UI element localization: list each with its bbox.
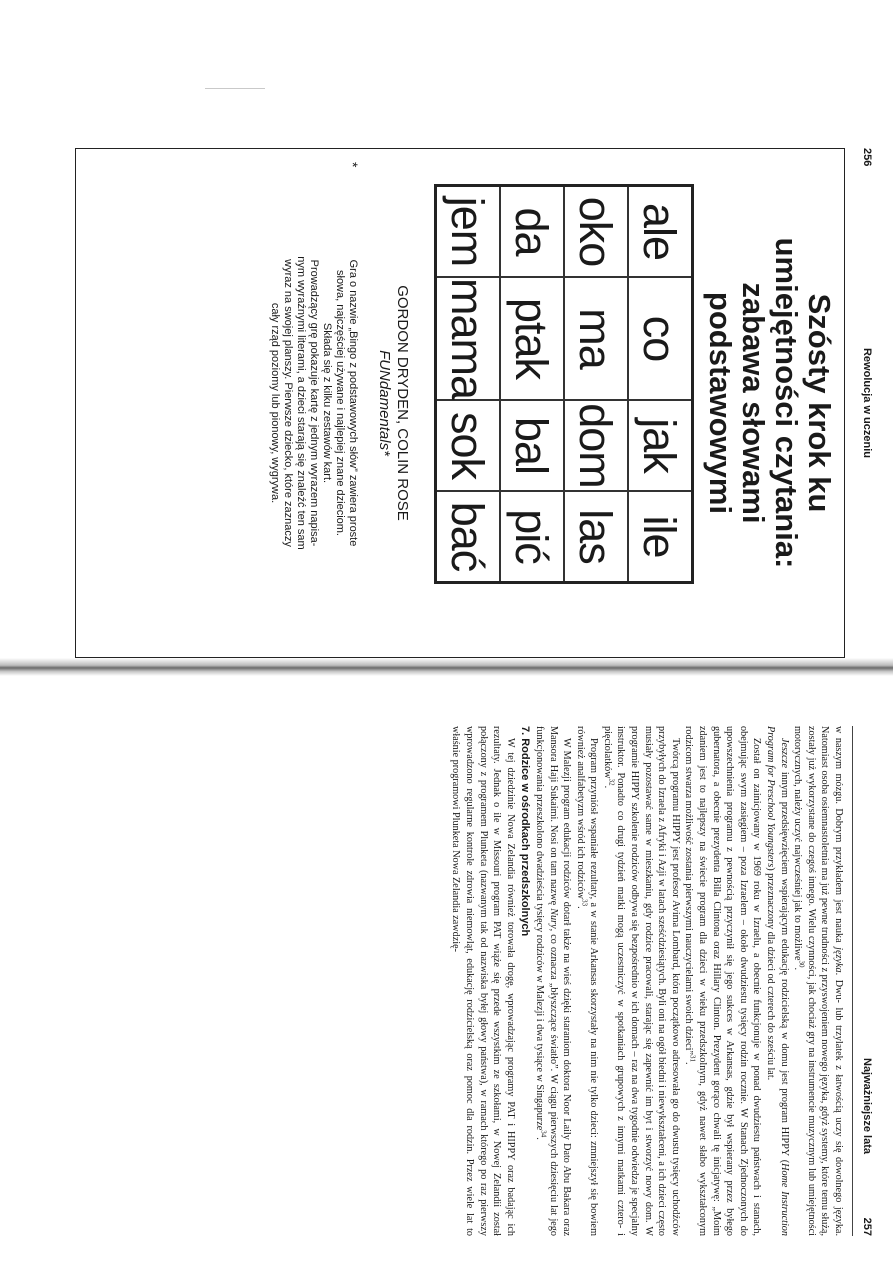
footnote-line: słowa, najczęściej używane i najlepiej znane dzieciom. bbox=[334, 270, 346, 536]
bingo-row bbox=[500, 186, 564, 583]
paragraph bbox=[573, 726, 600, 1236]
running-header-257 bbox=[852, 726, 875, 1236]
text-run: Został on zainicjowany w 1969 roku w Izraelu, a obecnie funkcjonuje w ponad dwudziestu państwach i stanach, obejmując swym zasięgiem – poza Izraelem – około dwudziestu tysięcy rodzin rocznie. W Stanach Zjednoczonych do upowszechnienia programu z pewnością przyczynił się jego sukces w Arkansas, gdzie był wspierany przez byłego gubernatora, a obecnie prezydenta Billa Clintona oraz Hillary Clinton. Prezydent gorąco chwali tę inicjatywę: „Moim zdaniem jest to najlepszy na świecie program dla dzieci w wieku przedszkolnym, gdyż nawet słabo wykształconym rodzicom stwarza możliwość zostania pierwszymi nauczycielami swoich dzieci” bbox=[683, 726, 763, 1236]
bingo-cell: co bbox=[628, 277, 693, 400]
bingo-cell: jak bbox=[628, 400, 693, 491]
text-run: , co oznacza „błyszczące światło”. W ciągu pierwszych dziesięciu lat jego funkcjonowania przeszkolono dwadzieścia tysięcy rodziców w Malezji i dwa tysiące w Singapurze bbox=[533, 726, 559, 1236]
text-run: Program przyniósł wspaniałe rezultaty, a w stanie Arkansas skorzystały na nim nie tylko dzieci: zmniejszył się bowiem również analfabetyzm wśród ich rodziców bbox=[574, 726, 600, 1236]
footnote-line: Składa się z kilku zestawów kart. bbox=[321, 322, 333, 484]
paragraph bbox=[600, 726, 682, 1236]
text-run: innym przedsięwzięciem wspierającym edukację rodzicielską w domu jest program HIPPY ( bbox=[778, 767, 790, 1164]
paragraph bbox=[682, 726, 764, 1236]
endnote-ref: 33 bbox=[580, 899, 589, 907]
bingo-cell: dom bbox=[564, 400, 628, 491]
book-gutter-shadow bbox=[0, 658, 893, 676]
text-run-italic: języka bbox=[833, 947, 844, 973]
page-number: 257 bbox=[861, 1217, 873, 1236]
paragraph bbox=[532, 726, 573, 1236]
box-title-line: zabawa słowami bbox=[736, 282, 771, 524]
page-256 bbox=[75, 148, 875, 658]
bingo-cell: bal bbox=[500, 400, 564, 491]
page-257-content bbox=[75, 726, 875, 1236]
footnote-line: cały rząd poziomy lub pionowy, wygrywa. bbox=[269, 302, 281, 504]
paragraph bbox=[763, 726, 790, 1236]
text-run-italic: Jeszcze bbox=[778, 738, 790, 768]
bingo-row bbox=[564, 186, 628, 583]
footnote-marker: * bbox=[345, 162, 361, 168]
text-run: Twórcą programu HIPPY jest profesor Avima Lombard, która początkowo adresowała go do dwustu tysięcy uchodźców przybyłych do Izraela z Afryki i Azji w latach sześćdziesiątych. Byli oni na ogół biedni i niewykształceni, a ich dzieci często musiały pozostawać same w mieszkaniu, gdy rodzice pracowali, starając się zapewnić im byt i stworzyć nowy dom. W programie HIPPY szkolenie rodziców odbywa się bezpośrednio w ich domach – raz na dwa tygodnie odwiedza je specjalny instruktor. Ponadto co drugi tydzień matki mogą uczestniczyć w spotkaniach grupowych z innymi matkami cztero- i pięciolatków bbox=[601, 726, 681, 1236]
text-run: ) przeznaczony dla dzieci od czterech do sześciu lat. bbox=[765, 867, 777, 1081]
bingo-word-grid bbox=[434, 184, 694, 584]
text-run: . Dwu- lub trzylatek z łatwością uczy się dowolnego języka. Natomiast osoba osiemnastoletnia ma już pewne trudności z przyswojeniem nowego języka, gdyż systemy, które temu służą, zostały już wykorzystane do czegoś innego. Wielu czynności, jak chociaż gry na instrumencie muzycznym lub umiejętności motorycznych, należy uczyć najwcześniej jak to możliwe bbox=[792, 726, 844, 1236]
running-header-256 bbox=[851, 148, 875, 658]
paragraph bbox=[791, 726, 845, 1236]
footnote-line: Prowadzący grę pokazuje kartę z jednym wyrazem napisa- bbox=[308, 259, 320, 547]
work-title: FUNdamentals* bbox=[376, 350, 393, 456]
page-257 bbox=[75, 726, 875, 1236]
body-text bbox=[75, 726, 845, 1236]
footnote-line: nym wyraźnymi literami, a dzieci starają się znaleźć ten sam bbox=[295, 256, 307, 550]
text-run-italic: Nury bbox=[547, 908, 559, 929]
box-title-line: Szósty krok ku bbox=[802, 293, 837, 513]
bingo-cell: ale bbox=[628, 186, 693, 278]
text-run: . bbox=[792, 967, 804, 971]
bingo-cell: ma bbox=[564, 277, 628, 400]
bingo-cell: jem bbox=[436, 186, 501, 278]
page-256-content bbox=[75, 148, 875, 658]
bingo-cell: bać bbox=[436, 491, 501, 583]
text-run: . bbox=[574, 906, 586, 909]
text-run: . bbox=[533, 1137, 545, 1140]
paragraph: W tej dziedzinie Nowa Zelandia również torowała drogę, wprowadzając programy PAT i HIPPY oraz badając ich rezultaty. Jednak o ile w Missouri program PAT wiąże się przede wszystkim ze szkołami, w Nowej Zelandii został połączony z programem Plunketa (nazwanym tak od nazwiska byłej głowy państwa), w ramach którego po raz pierwszy wprowadzono regularne kontrole zdrowia niemowląt, edukację rodzicielską oraz pomoc dla rodzin. Przez wiele lat to właśnie programowi Plunketa Nowa Zelandia zawdzię- bbox=[450, 726, 516, 1236]
authors: GORDON DRYDEN, COLIN ROSE bbox=[394, 285, 411, 521]
sidebar-box bbox=[75, 148, 845, 658]
bingo-cell: da bbox=[500, 186, 564, 278]
page-number: 256 bbox=[861, 148, 873, 167]
text-run: w naszym mózgu. Dobrym przykładem jest nauka bbox=[833, 726, 844, 948]
footnote-line: Gra o nazwie „Bingo z podstawowych słów” zawiera proste bbox=[347, 259, 359, 547]
bingo-row bbox=[436, 186, 501, 583]
text-run-italic: Home Instruction Program for Preschool Youngsters bbox=[765, 726, 790, 1236]
footnote-line: wyraz na swojej planszy. Pierwsze dziecko, które zaznaczy bbox=[282, 259, 294, 547]
endnote-ref: 31 bbox=[688, 1055, 697, 1062]
endnote-ref: 30 bbox=[797, 960, 806, 968]
bingo-cell: ptak bbox=[500, 277, 564, 400]
bingo-cell: oko bbox=[564, 186, 628, 278]
bingo-cell: ile bbox=[628, 491, 693, 583]
endnote-ref: 34 bbox=[539, 1130, 548, 1138]
running-head-title: Najważniejsze lata bbox=[861, 1058, 873, 1154]
scan-artifact bbox=[205, 88, 265, 89]
box-title bbox=[704, 149, 836, 657]
endnote-ref: 32 bbox=[607, 778, 616, 786]
section-heading: 7. Rodzice w ośrodkach przedszkolnych bbox=[519, 726, 532, 937]
bingo-cell: pić bbox=[500, 491, 564, 583]
box-title-line: podstawowymi bbox=[703, 291, 738, 515]
box-title-line: umiejętności czytania: bbox=[769, 237, 804, 569]
text-run: . bbox=[601, 785, 613, 789]
text-run: . bbox=[683, 1062, 695, 1065]
bingo-cell: sok bbox=[436, 400, 501, 491]
running-head-title: Rewolucja w uczeniu bbox=[861, 347, 873, 459]
text-run: W Malezji program edukacji rodziców dotarł także na wieś dzięki staraniom doktora Noor Laily Dato Abu Bakara oraz Mansora Haji Sukaimi. Nosi on tam nazwę bbox=[547, 726, 573, 1236]
bingo-row bbox=[628, 186, 693, 583]
source-credit bbox=[375, 149, 411, 657]
footnote bbox=[268, 162, 361, 635]
bingo-cell: las bbox=[564, 491, 628, 583]
bingo-cell: mama bbox=[436, 277, 501, 400]
